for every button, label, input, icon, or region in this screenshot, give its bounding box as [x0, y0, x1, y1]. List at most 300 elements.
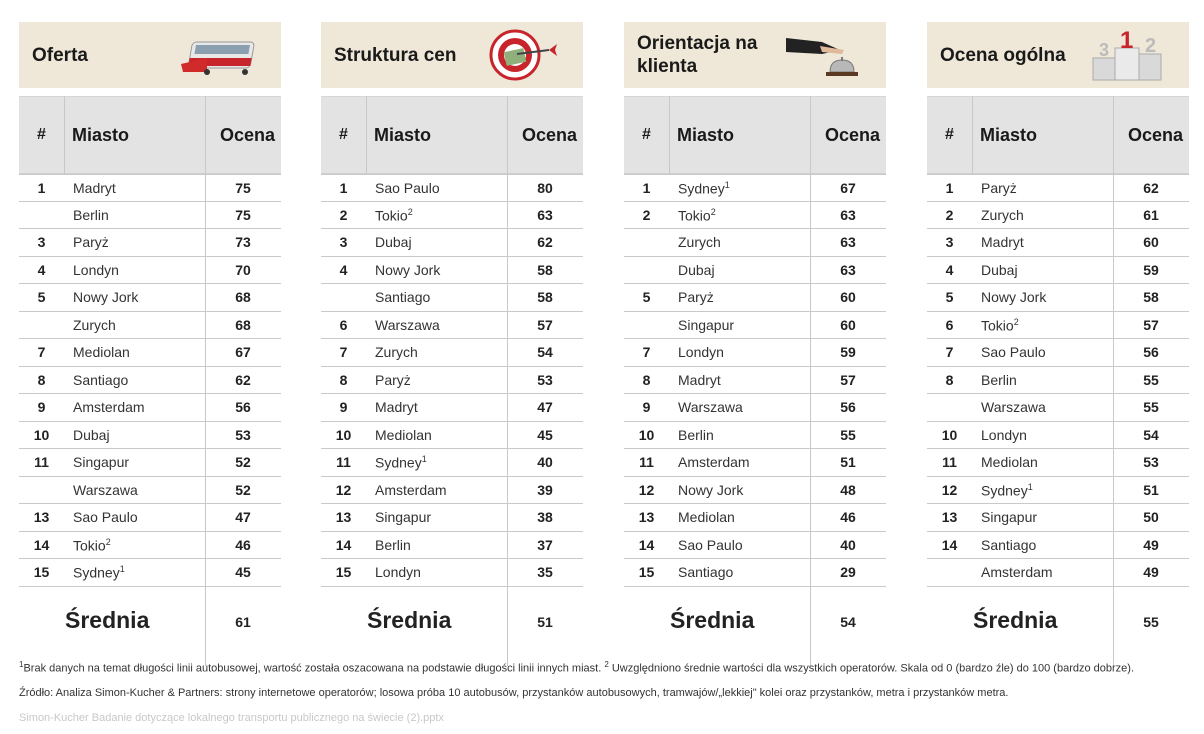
- rank-cell: 11: [639, 454, 654, 470]
- score-cell: 63: [840, 261, 856, 278]
- rank-cell: 13: [335, 509, 352, 525]
- score-cell: 59: [1143, 261, 1159, 278]
- average-value: 61: [235, 614, 251, 630]
- city-name: Londyn: [678, 344, 724, 360]
- score-cell: 45: [235, 564, 251, 580]
- city-cell: [73, 537, 111, 554]
- city-name: Madryt: [981, 234, 1024, 250]
- rank-cell: 1: [339, 180, 348, 196]
- column-header-city: Miasto: [72, 124, 130, 145]
- city-name: Amsterdam: [73, 399, 145, 415]
- table-row: [321, 532, 583, 560]
- city-cell: [981, 207, 1024, 223]
- table-row: [624, 449, 886, 477]
- rank-cell: 8: [37, 371, 46, 388]
- city-name: Londyn: [73, 261, 119, 278]
- city-cell: [375, 207, 413, 224]
- rank-cell: 10: [335, 426, 352, 443]
- city-cell: [981, 454, 1038, 470]
- target-dart-icon: [479, 28, 569, 82]
- city-name: Mediolan: [73, 344, 130, 360]
- table-row: [927, 394, 1189, 422]
- city-cell: [375, 234, 412, 250]
- city-name: Santiago: [678, 564, 734, 580]
- column-header-row: [321, 96, 583, 174]
- rank-cell: 5: [945, 289, 954, 305]
- city-name: Warszawa: [375, 316, 440, 333]
- table-row: [19, 257, 281, 285]
- average-row: [19, 592, 281, 652]
- city-cell: [678, 344, 724, 360]
- rank-cell: 15: [335, 564, 352, 580]
- score-cell: 53: [235, 426, 251, 443]
- rank-cell: 9: [339, 399, 348, 415]
- score-cell: 57: [537, 316, 553, 333]
- footnote-scale: $^1$Brak danych na temat długości linii autobusowej, wartość została oszacowana na podstawie długości linii innych miast. $^2$ Uwzględniono średnie wartości dla wszystkich operatorów. Skala od 0 (bardzo źle) do 100 (bardzo dobrze).: [19, 660, 1134, 675]
- table-row: [927, 559, 1189, 587]
- table-row: [624, 422, 886, 450]
- city-name: Paryż: [375, 371, 411, 388]
- city-cell: [73, 482, 138, 498]
- column-header-rank: #: [945, 126, 954, 143]
- city-name: Singapur: [981, 509, 1038, 525]
- footnote-mark: 1: [119, 564, 125, 574]
- score-cell: 52: [235, 454, 251, 470]
- rank-cell: 8: [945, 371, 954, 388]
- rank-cell: 13: [638, 509, 655, 525]
- score-cell: 53: [1143, 454, 1159, 470]
- rank-cell: 2: [642, 206, 651, 223]
- rank-cell: 14: [335, 536, 352, 553]
- score-cell: 62: [537, 234, 553, 250]
- table-row: [624, 559, 886, 587]
- city-name: Dubaj: [375, 234, 412, 250]
- ranking-table-body: [19, 174, 281, 587]
- column-header-score: Ocena: [219, 124, 275, 145]
- rank-cell: 10: [941, 426, 958, 443]
- rank-cell: 13: [941, 509, 958, 525]
- city-cell: [981, 289, 1046, 305]
- city-cell: [981, 427, 1027, 443]
- city-cell: [375, 537, 411, 553]
- rank-cell: 12: [941, 481, 958, 498]
- table-row: [624, 284, 886, 312]
- score-cell: 46: [840, 509, 856, 525]
- table-row: [19, 312, 281, 340]
- footnote-mark: 2: [407, 206, 413, 217]
- ranking-panel-2: [624, 22, 886, 633]
- score-cell: 68: [235, 289, 251, 305]
- column-header-row: [19, 96, 281, 174]
- rank-cell: 6: [339, 316, 348, 333]
- city-name: Amsterdam: [678, 454, 750, 470]
- rank-cell: 8: [339, 371, 348, 388]
- city-name: Dubaj: [678, 261, 715, 278]
- city-cell: [375, 482, 447, 498]
- table-row: [321, 449, 583, 477]
- average-label: Średnia: [65, 607, 150, 633]
- table-row: [624, 532, 886, 560]
- city-name: Nowy Jork: [73, 289, 139, 305]
- city-cell: [678, 454, 750, 470]
- city-cell: [375, 564, 421, 580]
- score-cell: 70: [235, 261, 251, 278]
- rank-cell: 1: [945, 180, 954, 196]
- table-row: [927, 284, 1189, 312]
- table-row: [927, 174, 1189, 202]
- column-header-row: [624, 96, 886, 174]
- rank-cell: 2: [945, 206, 954, 223]
- score-cell: 73: [235, 234, 251, 250]
- city-cell: [981, 234, 1024, 250]
- city-name: Londyn: [981, 426, 1027, 443]
- score-cell: 47: [537, 399, 553, 415]
- city-name: Nowy Jork: [981, 289, 1047, 305]
- table-row: [19, 532, 281, 560]
- city-cell: [981, 344, 1046, 360]
- city-cell: [981, 180, 1017, 196]
- rank-cell: 10: [638, 426, 655, 443]
- city-cell: [73, 262, 119, 278]
- city-cell: [73, 427, 110, 443]
- rank-cell: 3: [339, 234, 348, 250]
- city-cell: [375, 262, 440, 278]
- table-row: [19, 394, 281, 422]
- table-row: [624, 202, 886, 230]
- score-cell: 47: [235, 509, 251, 525]
- rank-cell: 15: [638, 564, 655, 580]
- score-cell: 46: [235, 536, 251, 553]
- city-name: Zurych: [73, 316, 116, 333]
- column-header-city: Miasto: [677, 124, 735, 145]
- city-name: Madryt: [73, 180, 116, 196]
- city-name: Londyn: [375, 564, 421, 580]
- table-row: [927, 477, 1189, 505]
- table-row: [19, 202, 281, 230]
- city-name: Zurych: [678, 234, 721, 250]
- city-name: Sydney: [678, 180, 725, 197]
- bus-tram-icon: [177, 28, 267, 82]
- table-row: [624, 504, 886, 532]
- ranking-panel-0: [19, 22, 281, 633]
- rank-cell: 5: [37, 289, 46, 305]
- city-name: Santiago: [981, 536, 1037, 553]
- city-cell: [73, 344, 130, 360]
- city-cell: [375, 399, 418, 415]
- city-cell: [981, 262, 1018, 278]
- city-cell: [73, 509, 138, 525]
- average-value: 54: [840, 614, 856, 630]
- panel-header: [321, 22, 583, 88]
- column-header-score: Ocena: [1127, 124, 1183, 145]
- table-row: [927, 422, 1189, 450]
- city-cell: [73, 399, 145, 415]
- column-divider: [669, 96, 670, 174]
- city-name: Warszawa: [678, 399, 743, 415]
- city-cell: [981, 399, 1046, 415]
- score-cell: 48: [840, 481, 856, 498]
- average-value: 55: [1143, 614, 1159, 630]
- city-name: Sao Paulo: [375, 180, 440, 196]
- column-header-rank: #: [339, 126, 348, 143]
- panel-title: Oferta: [32, 44, 88, 66]
- table-row: [624, 174, 886, 202]
- city-name: Amsterdam: [375, 481, 447, 498]
- column-header-city: Miasto: [374, 124, 432, 145]
- rank-cell: 6: [945, 316, 954, 333]
- table-row: [927, 367, 1189, 395]
- column-header-score: Ocena: [824, 124, 880, 145]
- table-row: [321, 174, 583, 202]
- svg-text:3: 3: [1099, 40, 1110, 60]
- city-cell: [678, 207, 716, 224]
- city-cell: [678, 427, 714, 443]
- city-cell: [375, 372, 411, 388]
- city-name: Singapur: [73, 454, 130, 470]
- city-name: Amsterdam: [981, 564, 1053, 580]
- city-cell: [375, 180, 440, 196]
- city-name: Warszawa: [73, 481, 138, 498]
- city-cell: [981, 509, 1037, 525]
- table-row: [321, 339, 583, 367]
- city-cell: [375, 509, 431, 525]
- svg-text:2: 2: [1145, 35, 1157, 57]
- city-name: Nowy Jork: [678, 481, 744, 498]
- score-cell: 56: [235, 399, 251, 415]
- score-cell: 58: [537, 261, 553, 278]
- city-cell: [73, 372, 128, 388]
- score-cell: 45: [537, 426, 553, 443]
- table-row: [927, 339, 1189, 367]
- score-cell: 40: [840, 536, 856, 553]
- city-cell: [375, 427, 432, 443]
- rank-cell: 2: [339, 206, 348, 223]
- city-cell: [981, 482, 1033, 499]
- city-name: Mediolan: [678, 509, 735, 525]
- ranking-panel-1: [321, 22, 583, 633]
- average-label: Średnia: [367, 607, 452, 633]
- score-cell: 35: [537, 564, 553, 580]
- column-header-city: Miasto: [980, 124, 1038, 145]
- city-name: Berlin: [678, 426, 714, 443]
- city-cell: [981, 537, 1036, 553]
- score-cell: 53: [537, 371, 553, 388]
- city-name: Zurych: [981, 206, 1024, 223]
- city-name: Sydney: [73, 564, 120, 581]
- score-cell: 58: [1143, 289, 1159, 305]
- table-row: [19, 284, 281, 312]
- score-cell: 62: [1143, 180, 1159, 196]
- city-cell: [375, 317, 440, 333]
- city-cell: [73, 234, 109, 250]
- table-row: [624, 312, 886, 340]
- city-name: Tokio: [73, 537, 106, 554]
- score-cell: 29: [840, 564, 856, 580]
- score-cell: 63: [537, 206, 553, 223]
- table-row: [321, 229, 583, 257]
- column-divider: [366, 96, 367, 174]
- score-cell: 63: [840, 206, 856, 223]
- rank-cell: 3: [945, 234, 954, 250]
- average-value: 51: [537, 614, 553, 630]
- score-cell: 60: [1143, 234, 1159, 250]
- city-name: Paryż: [678, 289, 714, 305]
- city-cell: [375, 289, 430, 305]
- footnote-source: Źródło: Analiza Simon-Kucher & Partners: strony internetowe operatorów; losowa próba 10 autobusów, przystanków autobusowych, tramwajów/„lekkiej" kolei oraz przystanków, metra i przystanków metra.: [19, 687, 1009, 699]
- rank-cell: 7: [37, 344, 46, 360]
- city-name: Sao Paulo: [73, 509, 138, 525]
- rank-cell: 9: [642, 399, 651, 415]
- table-row: [19, 174, 281, 202]
- city-name: Singapur: [375, 509, 432, 525]
- table-row: [19, 449, 281, 477]
- rank-cell: 9: [37, 399, 46, 415]
- score-cell: 59: [840, 344, 856, 360]
- city-cell: [73, 454, 129, 470]
- city-cell: [981, 564, 1053, 580]
- score-cell: 57: [840, 371, 856, 388]
- score-cell: 80: [537, 180, 553, 196]
- rank-cell: 3: [37, 234, 46, 250]
- table-row: [321, 284, 583, 312]
- rank-cell: 4: [339, 261, 348, 278]
- score-cell: 49: [1143, 564, 1159, 580]
- city-cell: [678, 234, 721, 250]
- ranking-table-body: [927, 174, 1189, 587]
- city-cell: [73, 180, 116, 196]
- rank-cell: 14: [941, 536, 958, 553]
- score-cell: 63: [840, 234, 856, 250]
- footnote-mark: 1: [1027, 481, 1033, 492]
- service-bell-icon: [782, 28, 872, 82]
- city-name: Mediolan: [981, 454, 1038, 470]
- score-cell: 38: [537, 509, 553, 525]
- rank-cell: 7: [642, 344, 651, 360]
- score-cell: 57: [1143, 316, 1159, 333]
- average-row: [927, 592, 1189, 652]
- table-row: [927, 257, 1189, 285]
- city-cell: [73, 207, 109, 223]
- table-row: [321, 312, 583, 340]
- city-cell: [678, 509, 735, 525]
- column-divider: [972, 96, 973, 174]
- podium-icon: [1085, 28, 1175, 82]
- table-row: [321, 367, 583, 395]
- city-name: Madryt: [678, 371, 721, 388]
- city-cell: [678, 289, 714, 305]
- city-name: Berlin: [375, 536, 411, 553]
- footnote-mark: 1: [724, 180, 730, 190]
- city-cell: [981, 317, 1019, 334]
- table-row: [624, 477, 886, 505]
- city-name: Tokio: [678, 207, 711, 224]
- file-name-label: Simon-Kucher Badanie dotyczące lokalnego transportu publicznego na świecie (2).pptx: [19, 712, 444, 724]
- score-cell: 67: [840, 180, 856, 196]
- score-cell: 40: [537, 454, 553, 470]
- column-header-rank: #: [642, 126, 651, 143]
- rank-cell: 5: [642, 289, 651, 305]
- city-cell: [73, 564, 125, 581]
- rank-cell: 12: [335, 481, 352, 498]
- city-cell: [678, 262, 715, 278]
- score-cell: 67: [235, 344, 251, 360]
- score-cell: 54: [1143, 426, 1159, 443]
- city-cell: [678, 180, 730, 197]
- table-row: [321, 559, 583, 587]
- table-row: [624, 394, 886, 422]
- table-row: [927, 504, 1189, 532]
- table-row: [927, 449, 1189, 477]
- city-cell: [678, 537, 743, 553]
- average-row: [624, 592, 886, 652]
- panel-header: [927, 22, 1189, 88]
- rank-cell: 13: [33, 509, 50, 525]
- score-cell: 75: [235, 180, 251, 196]
- city-name: Sao Paulo: [981, 344, 1046, 360]
- table-row: [321, 394, 583, 422]
- panel-title: Struktura cen: [334, 44, 457, 66]
- ranking-table-body: [321, 174, 583, 587]
- score-cell: 52: [235, 481, 251, 498]
- city-name: Berlin: [73, 206, 109, 223]
- panel-header: [19, 22, 281, 88]
- rank-cell: 12: [638, 481, 655, 498]
- rank-cell: 14: [638, 536, 655, 553]
- score-cell: 62: [235, 371, 251, 388]
- table-row: [624, 229, 886, 257]
- table-row: [321, 477, 583, 505]
- score-cell: 37: [537, 536, 553, 553]
- city-cell: [73, 317, 116, 333]
- score-cell: 56: [1143, 344, 1159, 360]
- table-row: [624, 257, 886, 285]
- panel-title: Orientacja na klienta: [637, 33, 758, 77]
- table-row: [19, 229, 281, 257]
- score-cell: 51: [1143, 481, 1159, 498]
- table-row: [321, 257, 583, 285]
- ranking-panel-3: [927, 22, 1189, 633]
- rank-cell: 11: [34, 454, 49, 470]
- column-header-rank: #: [37, 126, 46, 143]
- score-cell: 51: [840, 454, 856, 470]
- footnote-mark: 2: [710, 206, 716, 217]
- panel-title: Ocena ogólna: [940, 44, 1066, 66]
- city-name: Santiago: [375, 289, 431, 305]
- city-name: Warszawa: [981, 399, 1046, 415]
- city-name: Singapur: [678, 316, 735, 333]
- table-row: [624, 339, 886, 367]
- score-cell: 50: [1143, 509, 1159, 525]
- column-header-score: Ocena: [521, 124, 577, 145]
- rank-cell: 15: [33, 564, 50, 580]
- table-row: [19, 367, 281, 395]
- rank-cell: 8: [642, 371, 651, 388]
- city-name: Santiago: [73, 371, 129, 388]
- score-cell: 55: [840, 426, 856, 443]
- rank-cell: 11: [336, 454, 351, 470]
- table-row: [321, 504, 583, 532]
- score-cell: 56: [840, 399, 856, 415]
- city-cell: [981, 372, 1017, 388]
- city-name: Tokio: [375, 207, 408, 224]
- rank-cell: 14: [33, 536, 50, 553]
- rank-cell: 4: [945, 261, 954, 278]
- average-label: Średnia: [670, 607, 755, 633]
- city-cell: [678, 317, 734, 333]
- city-name: Paryż: [981, 180, 1017, 196]
- table-row: [19, 477, 281, 505]
- score-cell: 58: [537, 289, 553, 305]
